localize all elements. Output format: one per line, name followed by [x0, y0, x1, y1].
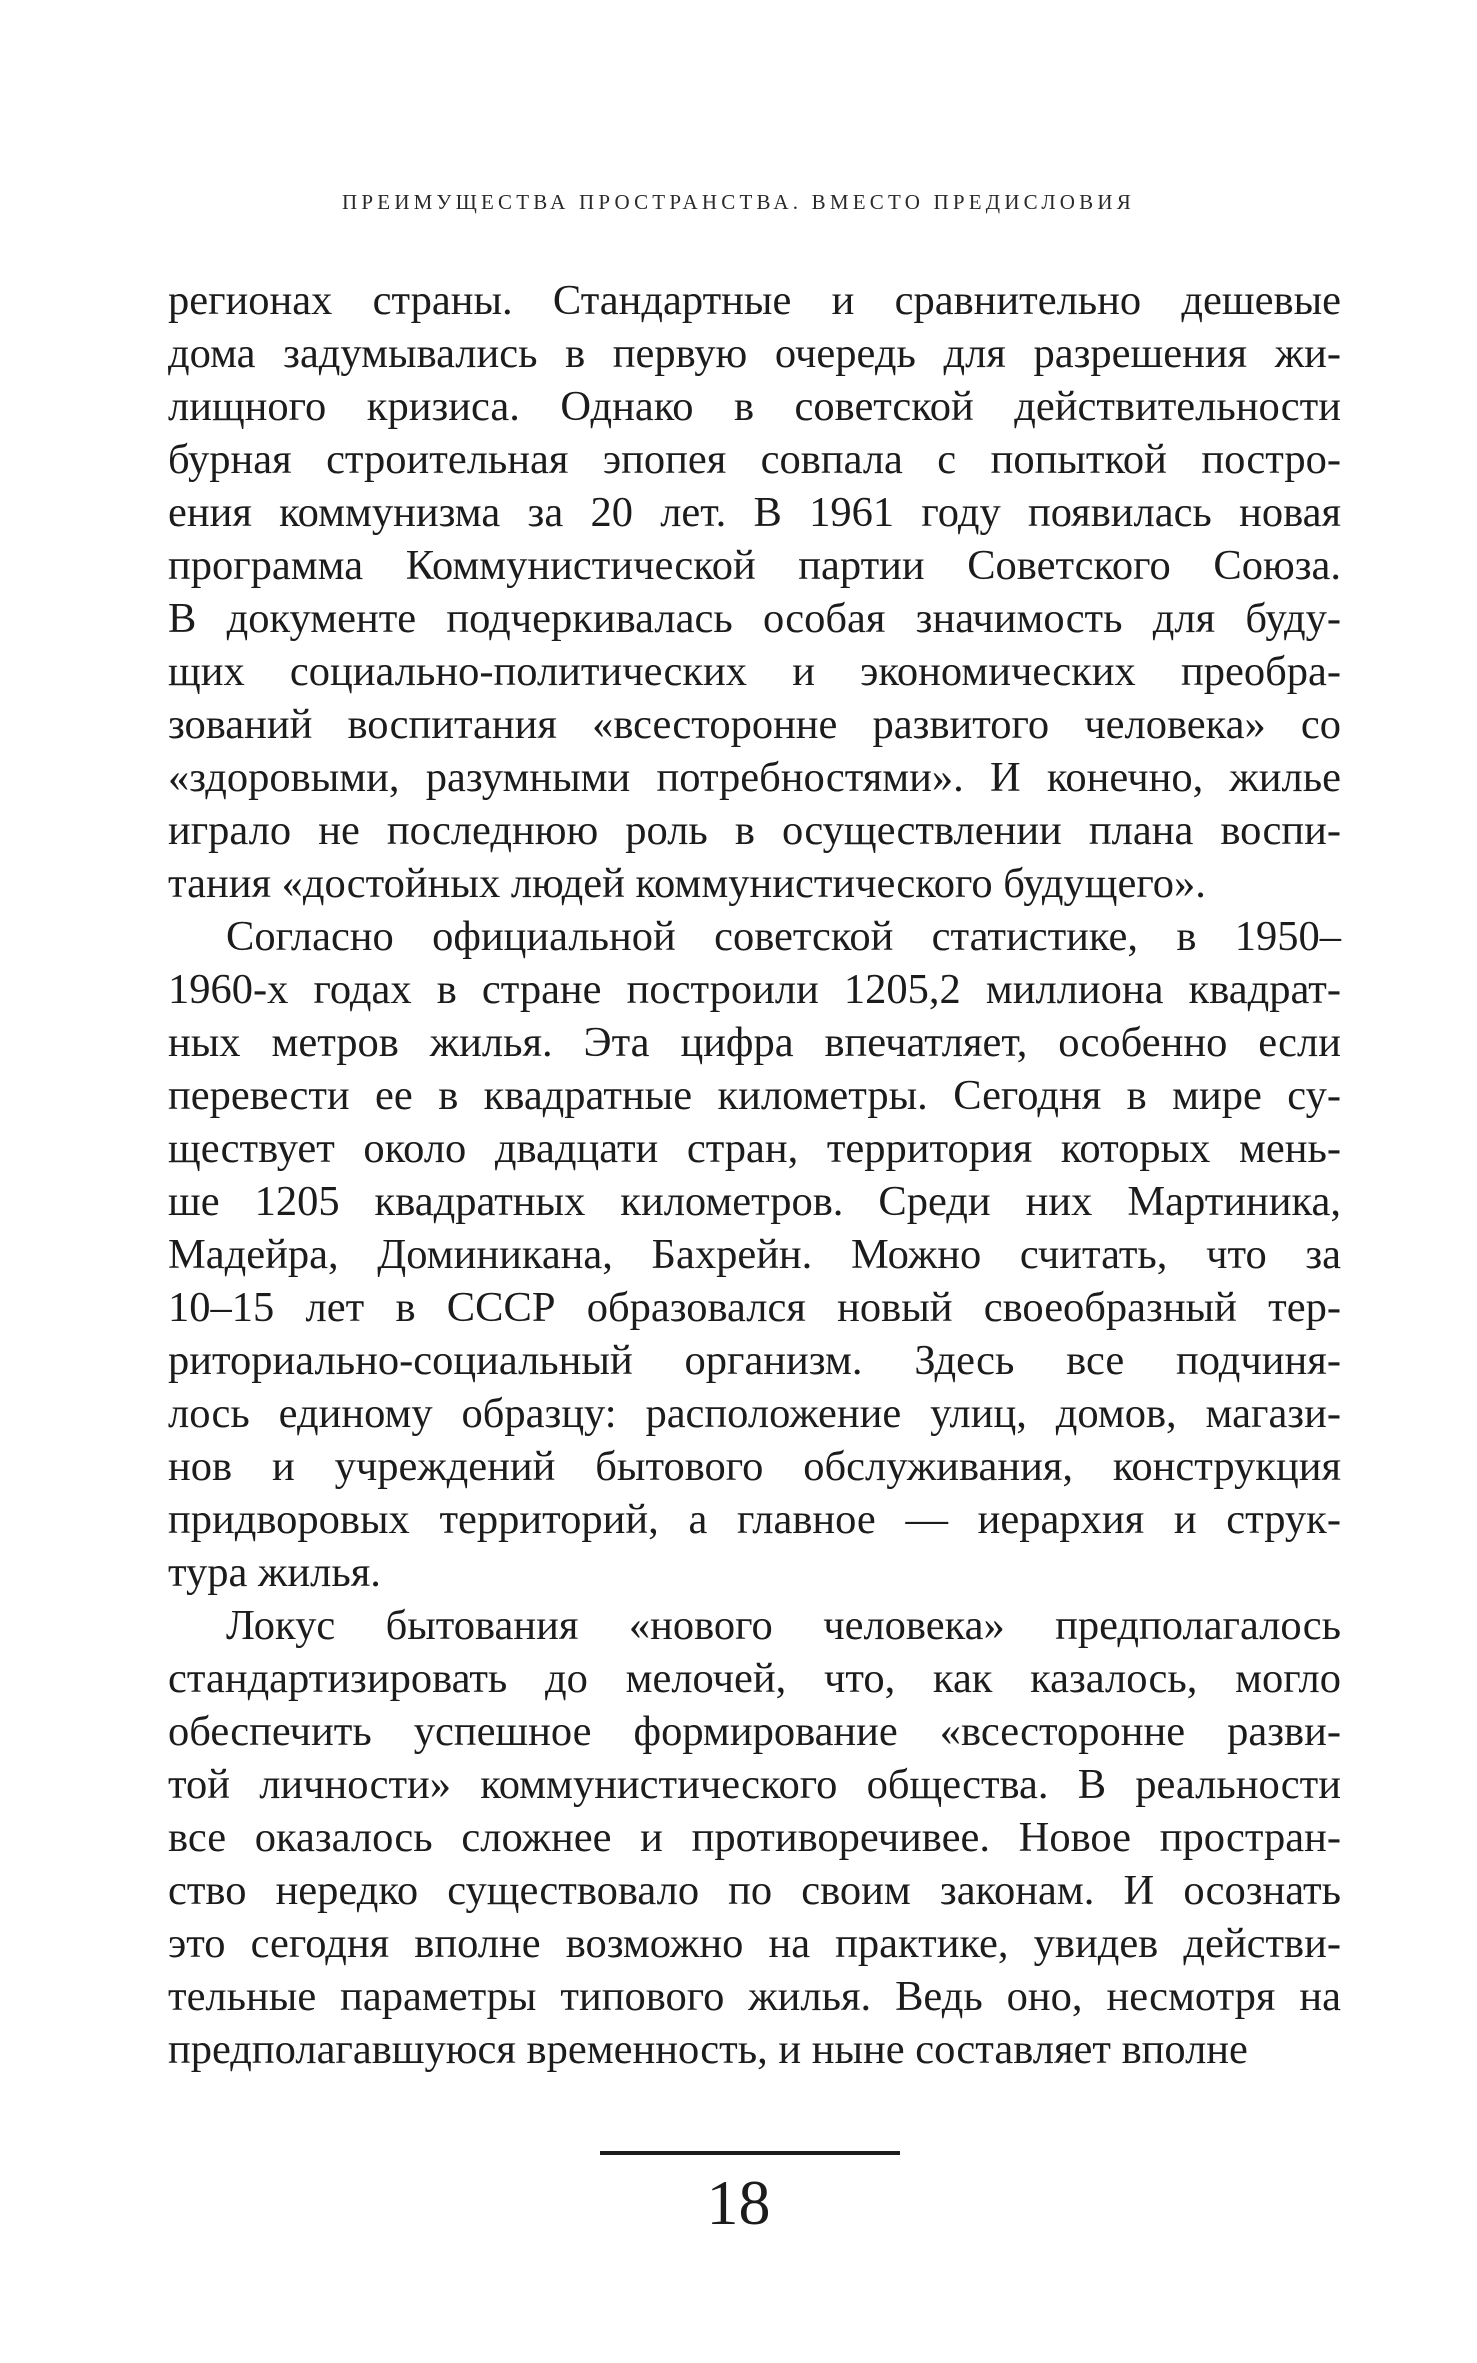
text-line: тура жилья.: [168, 1549, 381, 1596]
body-text: [168, 274, 1341, 2076]
running-head: ПРЕИМУЩЕСТВА ПРОСТРАНСТВА. ВМЕСТО ПРЕДИСЛОВИЯ: [342, 190, 1135, 214]
text-line: щих социально-политических и экономических преобра-: [168, 648, 1341, 695]
text-line: тания «достойных людей коммунистического будущего».: [168, 860, 1206, 907]
text-line: Мадейра, Доминикана, Бахрейн. Можно считать, что за: [168, 1231, 1341, 1278]
text-line: это сегодня вполне возможно на практике, увидев действи-: [168, 1920, 1341, 1967]
text-line: бурная строительная эпопея совпала с попыткой постро-: [168, 436, 1341, 483]
text-line: Согласно официальной советской статистике, в 1950–: [226, 913, 1341, 960]
text-line: обеспечить успешное формирование «всесторонне разви-: [168, 1708, 1341, 1755]
text-line: ения коммунизма за 20 лет. В 1961 году появилась новая: [168, 489, 1341, 536]
text-line: стандартизировать до мелочей, что, как казалось, могло: [168, 1655, 1341, 1702]
text-line: ство нередко существовало по своим законам. И осознать: [168, 1867, 1341, 1914]
text-line: лось единому образцу: расположение улиц, домов, магази-: [168, 1390, 1341, 1437]
text-line: риториально-социальный организм. Здесь все подчиня-: [168, 1337, 1341, 1384]
text-line: «здоровыми, разумными потребностями». И конечно, жилье: [168, 754, 1341, 801]
text-line: ных метров жилья. Эта цифра впечатляет, особенно если: [168, 1019, 1341, 1066]
text-line: программа Коммунистической партии Советского Союза.: [168, 542, 1341, 589]
paragraph: [168, 274, 1341, 910]
text-line: предполагавшуюся временность, и ныне составляет вполне: [168, 2026, 1248, 2073]
text-line: ше 1205 квадратных километров. Среди них Мартиника,: [168, 1178, 1341, 1225]
text-line: тельные параметры типового жилья. Ведь оно, несмотря на: [168, 1973, 1341, 2020]
page-number: 18: [706, 2167, 771, 2238]
text-line: той личности» коммунистического общества. В реальности: [168, 1761, 1341, 1808]
text-line: В документе подчеркивалась особая значимость для буду-: [168, 595, 1341, 642]
text-line: регионах страны. Стандартные и сравнительно дешевые: [168, 277, 1341, 324]
text-line: Локус бытования «нового человека» предполагалось: [226, 1602, 1341, 1649]
text-line: нов и учреждений бытового обслуживания, конструкция: [168, 1443, 1341, 1490]
text-line: все оказалось сложнее и противоречивее. Новое простран-: [168, 1814, 1341, 1861]
paragraph: [168, 1599, 1341, 2076]
text-line: перевести ее в квадратные километры. Сегодня в мире су-: [168, 1072, 1341, 1119]
text-line: играло не последнюю роль в осуществлении плана воспи-: [168, 807, 1341, 854]
text-line: придворовых территорий, а главное — иерархия и струк-: [168, 1496, 1341, 1543]
paragraph: [168, 910, 1341, 1599]
text-line: лищного кризиса. Однако в советской действительности: [168, 383, 1341, 430]
text-line: ществует около двадцати стран, территория которых мень-: [168, 1125, 1341, 1172]
text-line: дома задумывались в первую очередь для разрешения жи-: [168, 330, 1341, 377]
text-line: 10–15 лет в СССР образовался новый своеобразный тер-: [168, 1284, 1341, 1331]
text-line: 1960-х годах в стране построили 1205,2 миллиона квадрат-: [168, 966, 1341, 1013]
text-line: зований воспитания «всесторонне развитого человека» со: [168, 701, 1341, 748]
page-number-rule: [600, 2151, 900, 2155]
